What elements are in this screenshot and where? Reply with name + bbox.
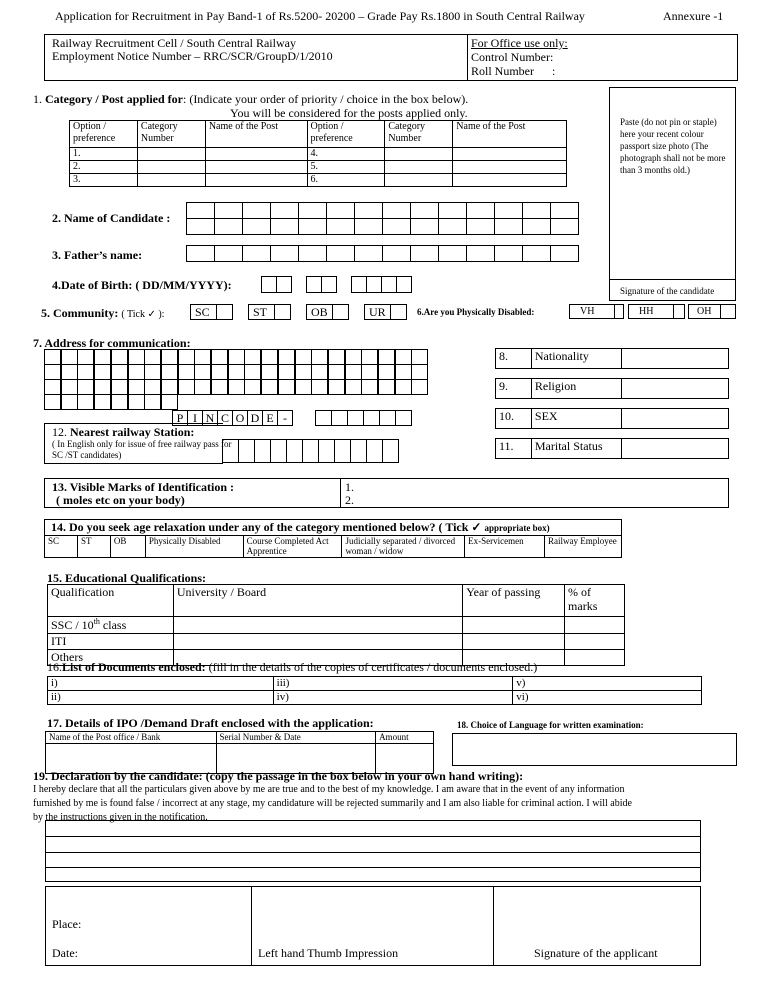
- address-char-box[interactable]: [378, 379, 395, 395]
- address-char-box[interactable]: [361, 379, 378, 395]
- char-box[interactable]: [382, 218, 411, 235]
- category-number-cell[interactable]: [137, 148, 205, 161]
- station-label: 12. Nearest railway Station:: [52, 425, 195, 439]
- community-ob[interactable]: OB: [306, 304, 349, 320]
- category-header: Option / preference: [307, 121, 385, 148]
- documents-table: [47, 676, 702, 705]
- station-note: ( In English only for issue of free railway pass for SC /ST candidates): [52, 439, 232, 460]
- char-box[interactable]: [351, 276, 367, 293]
- char-box[interactable]: [395, 410, 412, 426]
- option-cell: 6.: [307, 174, 385, 187]
- address-char-box[interactable]: [228, 364, 245, 380]
- identification-sub: ( moles etc on your body): [56, 493, 185, 507]
- disabled-oh-box[interactable]: [720, 304, 736, 319]
- pincode-letter: E: [262, 410, 278, 426]
- category-note: You will be considered for the posts applied only.: [230, 106, 468, 120]
- education-header: Year of passing: [463, 585, 565, 617]
- address-char-box[interactable]: [128, 364, 145, 380]
- age-option-separated[interactable]: Judicially separated / divorced woman / widow: [342, 536, 465, 558]
- category-number-cell[interactable]: [385, 161, 453, 174]
- char-box[interactable]: [366, 439, 383, 463]
- char-box[interactable]: [522, 202, 551, 219]
- char-box[interactable]: [522, 218, 551, 235]
- address-char-box[interactable]: [144, 394, 161, 410]
- char-box[interactable]: [494, 202, 523, 219]
- char-box[interactable]: [354, 202, 383, 219]
- office-use-label: For Office use only:: [471, 36, 568, 50]
- char-box[interactable]: [382, 202, 411, 219]
- age-option-disabled[interactable]: Physically Disabled: [145, 536, 243, 558]
- annexure-label: Annexure -1: [663, 9, 724, 23]
- char-box[interactable]: [494, 218, 523, 235]
- dob-month-field[interactable]: [306, 276, 336, 293]
- address-char-box[interactable]: [111, 379, 128, 395]
- char-box[interactable]: [466, 218, 495, 235]
- char-box[interactable]: [270, 245, 299, 262]
- address-char-box[interactable]: [161, 349, 178, 365]
- pincode-letter: P: [172, 410, 188, 426]
- char-box[interactable]: [522, 245, 551, 262]
- address-char-box[interactable]: [228, 379, 245, 395]
- education-header: % of marks: [565, 585, 625, 617]
- char-box[interactable]: [242, 202, 271, 219]
- address-char-box[interactable]: [178, 349, 195, 365]
- address-char-box[interactable]: [311, 379, 328, 395]
- address-char-box[interactable]: [361, 364, 378, 380]
- pincode-letter: I: [187, 410, 203, 426]
- address-char-box[interactable]: [278, 349, 295, 365]
- religion-label: Religion: [531, 379, 621, 399]
- char-box[interactable]: [186, 202, 215, 219]
- char-box[interactable]: [254, 439, 271, 463]
- char-box[interactable]: [381, 276, 397, 293]
- ipo-table: [45, 731, 434, 774]
- address-char-box[interactable]: [328, 349, 345, 365]
- signature-candidate-label: Signature of the candidate: [620, 286, 715, 296]
- education-header: University / Board: [173, 585, 462, 617]
- char-box[interactable]: [410, 245, 439, 262]
- address-char-box[interactable]: [194, 379, 211, 395]
- address-label: 7. Address for communication:: [33, 336, 191, 350]
- address-char-box[interactable]: [61, 364, 78, 380]
- char-box[interactable]: [186, 218, 215, 235]
- char-box[interactable]: [382, 439, 399, 463]
- pincode-field[interactable]: [315, 410, 411, 426]
- address-char-box[interactable]: [111, 349, 128, 365]
- char-box[interactable]: [315, 410, 332, 426]
- option-cell: 3.: [70, 174, 138, 187]
- option-cell: 4.: [307, 148, 385, 161]
- address-char-box[interactable]: [378, 349, 395, 365]
- disabled-label: 6.Are you Physically Disabled:: [417, 307, 535, 317]
- place-label[interactable]: Place:: [52, 917, 82, 931]
- category-number-cell[interactable]: [385, 174, 453, 187]
- document-v[interactable]: v): [513, 677, 702, 691]
- char-box[interactable]: [379, 410, 396, 426]
- option-cell: 2.: [70, 161, 138, 174]
- address-char-box[interactable]: [345, 364, 362, 380]
- education-label: 15. Educational Qualifications:: [47, 571, 207, 585]
- pincode-letter: N: [202, 410, 218, 426]
- char-box[interactable]: [410, 218, 439, 235]
- address-char-box[interactable]: [128, 394, 145, 410]
- ipo-header: Name of the Post office / Bank: [46, 732, 217, 744]
- category-number-cell[interactable]: [137, 174, 205, 187]
- address-char-box[interactable]: [144, 364, 161, 380]
- address-char-box[interactable]: [361, 349, 378, 365]
- disabled-vh-box[interactable]: [614, 304, 624, 319]
- declaration-text: I hereby declare that all the particulars given above by me are true and to the best of my knowledge. I am aware that in the event of any information furnished by me is found false / incorrect at any stage, my candidature will be rejected summarily and I am also liable for criminal action. I will abide by the instructions given in the notification.: [33, 784, 632, 823]
- pincode-letter: -: [277, 410, 293, 426]
- char-box[interactable]: [270, 439, 287, 463]
- marital-status-field[interactable]: [621, 439, 728, 459]
- father-name-label: 3. Father’s name:: [52, 248, 143, 262]
- address-char-box[interactable]: [228, 349, 245, 365]
- personal-table: 8. Nationality 9. Religion 10. SEX 11. Marital Status: [495, 348, 729, 459]
- ipo-header: Amount: [376, 732, 434, 744]
- address-char-box[interactable]: [61, 379, 78, 395]
- language-field[interactable]: [452, 733, 737, 766]
- category-header: Name of the Post: [205, 121, 307, 148]
- address-char-box[interactable]: [311, 349, 328, 365]
- document-vi[interactable]: vi): [513, 691, 702, 705]
- address-char-box[interactable]: [44, 349, 61, 365]
- notice-number: Employment Notice Number – RRC/SCR/GroupD/1/2010: [52, 49, 333, 63]
- char-box[interactable]: [494, 245, 523, 262]
- age-relaxation-table: [44, 535, 622, 558]
- address-char-box[interactable]: [178, 364, 195, 380]
- char-box[interactable]: [550, 218, 579, 235]
- address-char-box[interactable]: [244, 364, 261, 380]
- address-char-box[interactable]: [295, 349, 312, 365]
- char-box[interactable]: [270, 202, 299, 219]
- recruitment-cell: Railway Recruitment Cell / South Central Railway: [52, 36, 296, 50]
- document-ii[interactable]: ii): [48, 691, 274, 705]
- age-option-apprentice[interactable]: Course Completed Act Apprentice: [243, 536, 342, 558]
- disabled-oh[interactable]: OH: [688, 304, 721, 319]
- declaration-writing-box[interactable]: [45, 820, 701, 882]
- char-box[interactable]: [331, 410, 348, 426]
- religion-field[interactable]: [621, 379, 728, 399]
- address-char-box[interactable]: [44, 394, 61, 410]
- education-row-iti: ITI: [48, 634, 174, 650]
- sex-label: SEX: [531, 409, 621, 429]
- ipo-heading: 17. Details of IPO /Demand Draft enclosed with the application:: [47, 716, 374, 730]
- address-char-box[interactable]: [111, 394, 128, 410]
- char-box[interactable]: [214, 245, 243, 262]
- post-name-cell[interactable]: [453, 174, 567, 187]
- candidate-name-label: 2. Name of Candidate :: [52, 211, 171, 225]
- nationality-label: Nationality: [531, 349, 621, 369]
- char-box[interactable]: [186, 245, 215, 262]
- post-name-cell[interactable]: [205, 161, 307, 174]
- candidate-name-field-row2[interactable]: [186, 218, 578, 235]
- disabled-hh[interactable]: HH: [628, 304, 674, 319]
- char-box[interactable]: [326, 245, 355, 262]
- address-char-box[interactable]: [261, 379, 278, 395]
- language-label: 18. Choice of Language for written examination:: [457, 720, 644, 730]
- address-char-box[interactable]: [411, 364, 428, 380]
- address-char-box[interactable]: [144, 349, 161, 365]
- education-header: Qualification: [48, 585, 174, 617]
- form-title: Application for Recruitment in Pay Band-1 of Rs.5200- 20200 – Grade Pay Rs.1800 in South Central Railway: [55, 9, 585, 23]
- post-name-cell[interactable]: [453, 161, 567, 174]
- education-row-ssc: SSC / 10th class: [48, 617, 174, 634]
- address-char-box[interactable]: [128, 379, 145, 395]
- char-box[interactable]: [354, 245, 383, 262]
- char-box[interactable]: [286, 439, 303, 463]
- post-name-cell[interactable]: [205, 174, 307, 187]
- category-header: Name of the Post: [453, 121, 567, 148]
- char-box[interactable]: [214, 218, 243, 235]
- address-char-box[interactable]: [194, 349, 211, 365]
- age-relaxation-label: 14. Do you seek age relaxation under any of the category mentioned below? ( Tick ✓ appropriate box): [51, 520, 550, 534]
- photo-instruction: Paste (do not pin or staple) here your recent colour passport size photo (The photograph shall not be more than 3 months old.): [620, 117, 726, 175]
- address-char-box[interactable]: [328, 379, 345, 395]
- pincode-letter: D: [247, 410, 263, 426]
- marks-cell[interactable]: [565, 617, 625, 634]
- address-char-box[interactable]: [211, 364, 228, 380]
- address-char-box[interactable]: [77, 394, 94, 410]
- address-char-box[interactable]: [395, 364, 412, 380]
- education-table: [47, 584, 625, 666]
- address-char-box[interactable]: [194, 364, 211, 380]
- nationality-field[interactable]: [621, 349, 728, 369]
- category-table: [69, 120, 567, 187]
- community-st[interactable]: ST: [248, 304, 291, 320]
- address-char-box[interactable]: [44, 364, 61, 380]
- year-cell[interactable]: [463, 617, 565, 634]
- char-box[interactable]: [302, 439, 319, 463]
- declaration-label: 19. Declaration by the candidate: (copy the passage in the box below in your own hand writing):: [33, 769, 524, 783]
- address-char-box[interactable]: [211, 349, 228, 365]
- mark-1[interactable]: 1.: [345, 480, 354, 494]
- char-box[interactable]: [261, 276, 277, 293]
- address-char-box[interactable]: [311, 364, 328, 380]
- address-char-box[interactable]: [278, 364, 295, 380]
- pincode-letter: C: [217, 410, 233, 426]
- char-box[interactable]: [382, 245, 411, 262]
- address-char-box[interactable]: [144, 379, 161, 395]
- post-name-cell[interactable]: [205, 148, 307, 161]
- disabled-hh-box[interactable]: [673, 304, 685, 319]
- char-box[interactable]: [276, 276, 292, 293]
- age-option-st[interactable]: ST: [77, 536, 110, 558]
- address-char-box[interactable]: [345, 379, 362, 395]
- char-box[interactable]: [366, 276, 382, 293]
- char-box[interactable]: [242, 245, 271, 262]
- candidate-name-field[interactable]: [186, 202, 578, 219]
- address-char-box[interactable]: [178, 379, 195, 395]
- university-cell[interactable]: [173, 634, 462, 650]
- char-box[interactable]: [326, 218, 355, 235]
- address-char-box[interactable]: [161, 379, 178, 395]
- education-row-others: Others: [48, 650, 174, 666]
- station-field[interactable]: [222, 439, 398, 463]
- address-char-box[interactable]: [411, 349, 428, 365]
- address-char-box[interactable]: [161, 364, 178, 380]
- option-cell: 5.: [307, 161, 385, 174]
- applicant-signature-label[interactable]: Signature of the applicant: [534, 946, 658, 960]
- disabled-vh[interactable]: VH: [569, 304, 615, 319]
- address-char-box[interactable]: [61, 349, 78, 365]
- dob-label: 4.Date of Birth: ( DD/MM/YYYY):: [52, 278, 232, 292]
- address-char-box[interactable]: [295, 364, 312, 380]
- char-box[interactable]: [222, 439, 239, 463]
- category-header: Category Number: [385, 121, 453, 148]
- thumb-impression-label[interactable]: Left hand Thumb Impression: [258, 946, 399, 960]
- age-option-exservicemen[interactable]: Ex-Servicemen: [465, 536, 545, 558]
- address-char-box[interactable]: [94, 379, 111, 395]
- address-char-box[interactable]: [111, 364, 128, 380]
- char-box[interactable]: [438, 245, 467, 262]
- post-name-cell[interactable]: [453, 148, 567, 161]
- address-char-box[interactable]: [395, 349, 412, 365]
- char-box[interactable]: [242, 218, 271, 235]
- char-box[interactable]: [298, 218, 327, 235]
- address-char-box[interactable]: [278, 379, 295, 395]
- char-box[interactable]: [363, 410, 380, 426]
- option-cell[interactable]: 1.: [70, 148, 138, 161]
- char-box[interactable]: [354, 218, 383, 235]
- category-header: Category Number: [137, 121, 205, 148]
- community-ur[interactable]: UR: [364, 304, 407, 320]
- address-char-box[interactable]: [411, 379, 428, 395]
- address-char-box[interactable]: [261, 364, 278, 380]
- address-char-box[interactable]: [395, 379, 412, 395]
- address-char-box[interactable]: [94, 349, 111, 365]
- date-label[interactable]: Date:: [52, 946, 78, 960]
- identification-label: 13. Visible Marks of Identification :: [52, 480, 234, 494]
- char-box[interactable]: [350, 439, 367, 463]
- address-char-box[interactable]: [161, 394, 178, 410]
- char-box[interactable]: [321, 276, 337, 293]
- category-number-cell[interactable]: [137, 161, 205, 174]
- dob-year-field[interactable]: [351, 276, 411, 293]
- age-option-ob[interactable]: OB: [110, 536, 145, 558]
- document-iii[interactable]: iii): [273, 677, 513, 691]
- char-box[interactable]: [396, 276, 412, 293]
- document-i[interactable]: i): [48, 677, 274, 691]
- address-char-box[interactable]: [94, 364, 111, 380]
- address-char-box[interactable]: [77, 364, 94, 380]
- char-box[interactable]: [306, 276, 322, 293]
- char-box[interactable]: [438, 218, 467, 235]
- marital-status-label: Marital Status: [531, 439, 621, 459]
- university-cell[interactable]: [173, 617, 462, 634]
- address-char-box[interactable]: [77, 379, 94, 395]
- document-iv[interactable]: iv): [273, 691, 513, 705]
- marks-cell[interactable]: [565, 634, 625, 650]
- char-box[interactable]: [410, 202, 439, 219]
- address-char-box[interactable]: [244, 379, 261, 395]
- char-box[interactable]: [298, 202, 327, 219]
- address-char-box[interactable]: [211, 379, 228, 395]
- address-char-box[interactable]: [378, 364, 395, 380]
- address-char-box[interactable]: [328, 364, 345, 380]
- char-box[interactable]: [214, 202, 243, 219]
- address-char-box[interactable]: [345, 349, 362, 365]
- address-char-box[interactable]: [295, 379, 312, 395]
- char-box[interactable]: [550, 245, 579, 262]
- address-char-box[interactable]: [128, 349, 145, 365]
- community-label: 5. Community: ( Tick ✓ ):: [41, 306, 165, 320]
- marks-cell[interactable]: [565, 650, 625, 666]
- char-box[interactable]: [318, 439, 335, 463]
- year-cell[interactable]: [463, 634, 565, 650]
- char-box[interactable]: [438, 202, 467, 219]
- documents-heading: 16.List of Documents enclosed: (fill in the details of the copies of certificates / documents enclosed.): [47, 660, 538, 674]
- char-box[interactable]: [550, 202, 579, 219]
- char-box[interactable]: [466, 202, 495, 219]
- community-sc[interactable]: SC: [190, 304, 233, 320]
- address-char-box[interactable]: [77, 349, 94, 365]
- char-box[interactable]: [270, 218, 299, 235]
- char-box[interactable]: [238, 439, 255, 463]
- char-box[interactable]: [298, 245, 327, 262]
- category-heading: 1. Category / Post applied for: (Indicate your order of priority / choice in the box below).: [33, 92, 469, 106]
- char-box[interactable]: [347, 410, 364, 426]
- sex-field[interactable]: [621, 409, 728, 429]
- char-box[interactable]: [334, 439, 351, 463]
- age-option-railway[interactable]: Railway Employee: [545, 536, 622, 558]
- dob-day-field[interactable]: [261, 276, 291, 293]
- father-name-field[interactable]: [186, 245, 578, 262]
- char-box[interactable]: [466, 245, 495, 262]
- mark-2[interactable]: 2.: [345, 493, 354, 507]
- address-char-box[interactable]: [244, 349, 261, 365]
- category-number-cell[interactable]: [385, 148, 453, 161]
- age-option-sc[interactable]: SC: [45, 536, 78, 558]
- control-number-label: Control Number:: [471, 50, 554, 64]
- address-char-box[interactable]: [61, 394, 78, 410]
- char-box[interactable]: [326, 202, 355, 219]
- address-char-box[interactable]: [94, 394, 111, 410]
- ipo-header: Serial Number & Date: [216, 732, 376, 744]
- roll-number-label: Roll Number :: [471, 64, 556, 78]
- address-char-box[interactable]: [261, 349, 278, 365]
- pincode-letter: O: [232, 410, 248, 426]
- category-header: Option / preference: [70, 121, 138, 148]
- address-char-box[interactable]: [44, 379, 61, 395]
